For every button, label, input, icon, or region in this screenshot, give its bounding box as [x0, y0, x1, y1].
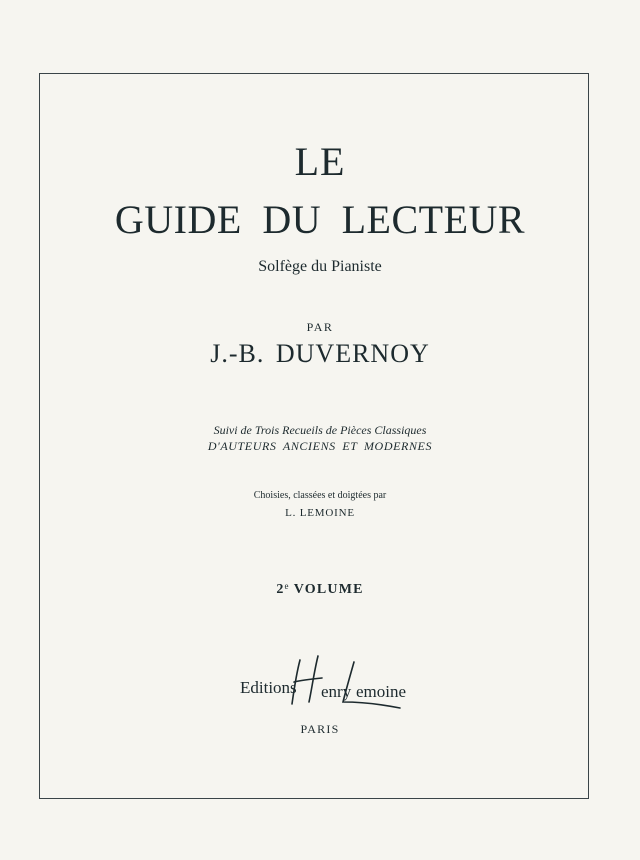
subtitle: Solfège du Pianiste: [258, 258, 382, 275]
title-line-2: GUIDE DU LECTEUR: [114, 197, 526, 242]
volume-number: 2: [276, 582, 285, 597]
svg-text:enry: enry: [321, 682, 352, 701]
par-label: PAR: [306, 320, 334, 334]
publisher-imprint: [0, 650, 640, 710]
volume-word: VOLUME: [293, 582, 364, 597]
author-name: J.-B. DUVERNOY: [210, 339, 430, 368]
city: PARIS: [300, 722, 340, 736]
note-line-2: D'AUTEURS ANCIENS ET MODERNES: [207, 439, 433, 453]
volume-suffix: e: [284, 581, 290, 591]
publisher-prefix: Editions: [240, 678, 297, 697]
note-line-1: Suivi de Trois Recueils de Pièces Classiques: [213, 423, 427, 437]
volume-label: [0, 581, 640, 598]
svg-text:emoine: emoine: [356, 682, 407, 701]
henry-lemoine-logo: [0, 650, 640, 710]
credit-name: L. LEMOINE: [285, 507, 355, 519]
credit-line: Choisies, classées et doigtées par: [253, 490, 387, 501]
title-line-1: LE: [294, 139, 346, 184]
